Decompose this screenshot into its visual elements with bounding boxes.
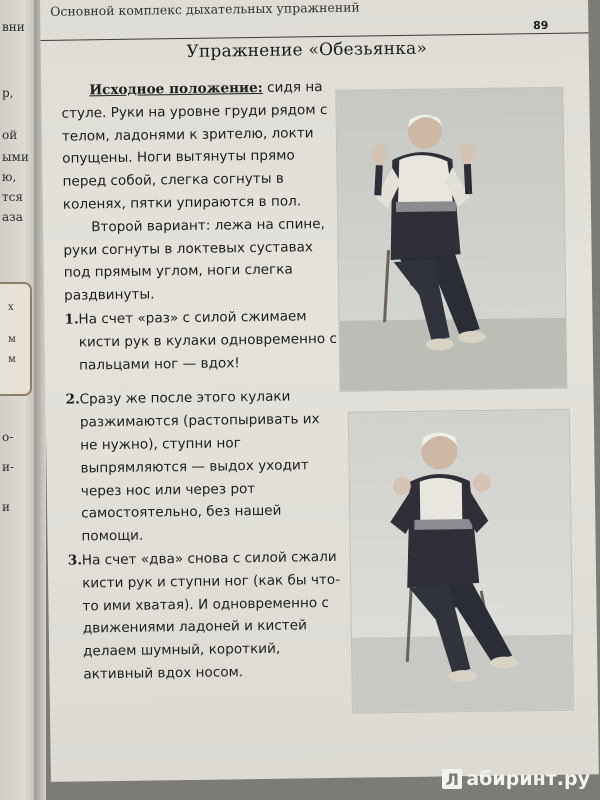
- running-head: Основной комплекс дыхательных упражнений: [50, 0, 360, 19]
- exercise-photo-fists: [348, 409, 574, 714]
- step-text: На счет «раз» с силой сжимаем кисти рук в кулаки одновременно с пальцами ног — вдох!: [78, 308, 338, 374]
- seated-man-open-palms-illustration: [336, 88, 566, 391]
- step-3: [68, 546, 345, 687]
- second-variant-paragraph: Второй вариант: лежа на спине, руки согнуты в локтевых суставах под прямым углом, ноги слегка раздвинуты.: [63, 215, 326, 304]
- step-1: [64, 305, 340, 377]
- exercise-title: Упражнение «Обезьянка»: [186, 38, 428, 62]
- labirint-logo-icon: Л: [442, 769, 462, 789]
- left-box-fragment: х: [8, 302, 14, 313]
- left-page-fragment: и-: [2, 460, 15, 474]
- left-page-fragment: р,: [2, 86, 14, 100]
- starting-position-label: Исходное положение:: [89, 79, 263, 99]
- left-page-box: [0, 282, 32, 396]
- left-box-fragment: м: [8, 354, 16, 365]
- starting-position-text: сидя на стуле. Руки на уровне груди рядом с телом, ладонями к зрителю, локти опущены. Ноги вытянуты прямо перед собой, слегка согнуты в коленях, пятки упираются в пол.: [61, 79, 328, 213]
- exercise-text: [61, 76, 344, 686]
- left-page-fragment: и: [2, 500, 10, 514]
- watermark-text: абиринт.ру: [466, 768, 590, 790]
- left-page-fragment: ю,: [2, 170, 17, 184]
- step-2: [65, 385, 342, 548]
- left-box-fragment: м: [8, 334, 16, 345]
- seated-man-fists-illustration: [349, 410, 573, 713]
- exercise-photo-open-palms: [335, 87, 567, 392]
- left-page-fragment: ыми: [2, 150, 29, 164]
- step-text: На счет «два» снова с силой сжали кисти рук и ступни ног (как бы что-то ими хватая). И одновременно с движениями ладоней и кистей делаем шумный, короткий, активный вдох носом.: [81, 548, 341, 683]
- site-watermark: [442, 768, 590, 790]
- book-page: [40, 0, 599, 782]
- left-page-fragment: о-: [2, 430, 14, 444]
- step-number: 3.: [67, 552, 83, 569]
- page-header: [40, 0, 589, 41]
- step-number: 2.: [65, 391, 80, 409]
- page-number: 89: [533, 18, 549, 33]
- left-page-fragment: тся: [2, 190, 23, 204]
- left-page-fragment: вни: [2, 20, 25, 34]
- step-number: 1.: [64, 311, 79, 328]
- left-page-fragment: аза: [2, 210, 23, 224]
- left-page-fragment: ой: [2, 128, 18, 142]
- step-text: Сразу же после этого кулаки разжимаются (растопыривать их не нужно), ступни ног выпрямляются — выдох уходит через нос или через рот самостоятельно, без нашей помощи.: [79, 388, 320, 545]
- starting-position-paragraph: [61, 76, 338, 217]
